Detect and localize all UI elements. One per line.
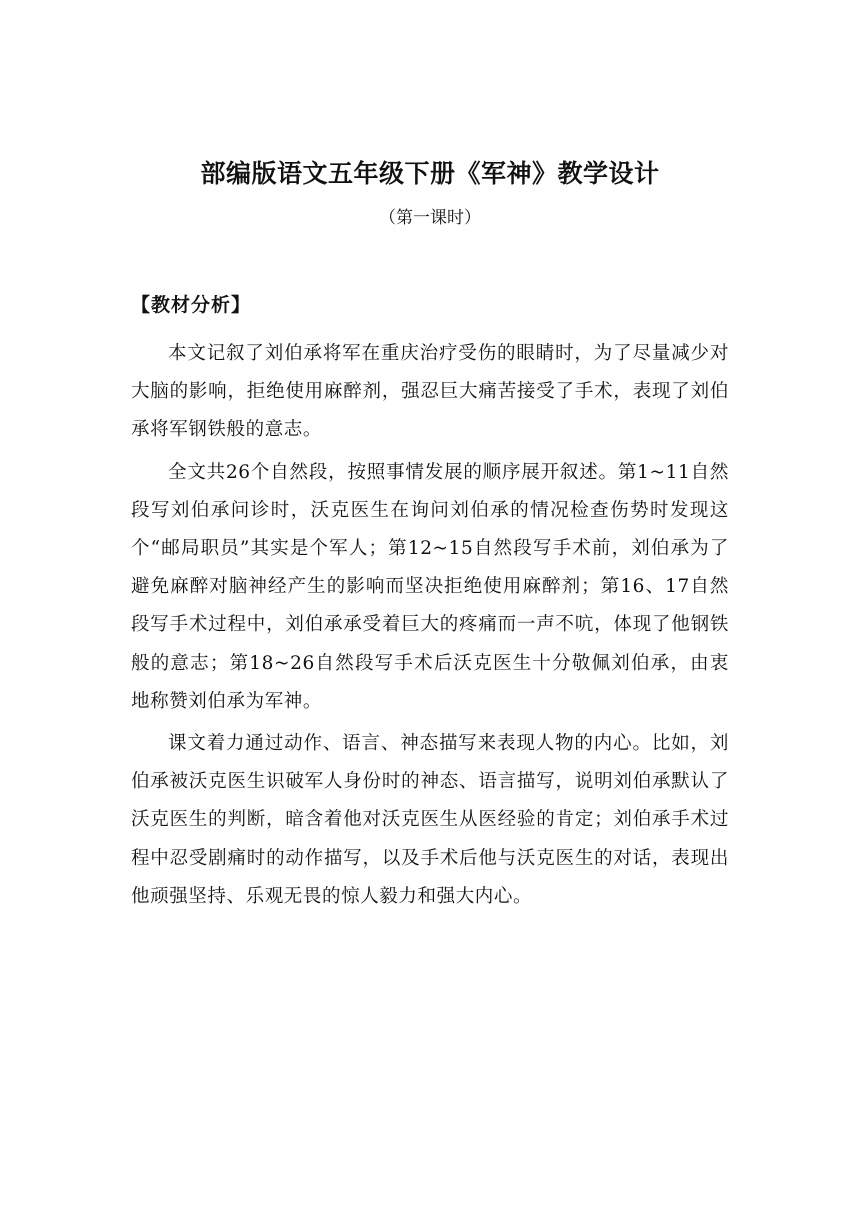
document-subtitle: （第一课时） [379, 208, 481, 228]
paragraph: 全文共26个自然段，按照事情发展的顺序展开叙述。第1~11自然段写刘伯承问诊时，沃克医生在询问刘伯承的情况检查伤势时发现这个“邮局职员”其实是个军人；第12~15自然段写手术前，刘伯承为了避免麻醉对脑神经产生的影响而坚决拒绝使用麻醉剂；第16、17自然段写手术过程中，刘伯承承受着巨大的疼痛而一声不吭，体现了他钢铁般的意志；第18~26自然段写手术后沃克医生十分敬佩刘伯承，由衷地称赞刘伯承为军神。 [131, 461, 729, 712]
document-title: 部编版语文五年级下册《军神》教学设计 [200, 159, 660, 188]
paragraph: 本文记叙了刘伯承将军在重庆治疗受伤的眼睛时，为了尽量减少对大脑的影响，拒绝使用麻醉剂，强忍巨大痛苦接受了手术，表现了刘伯承将军钢铁般的意志。 [131, 343, 729, 441]
section-heading: 【教材分析】 [131, 294, 252, 316]
paragraph: 课文着力通过动作、语言、神态描写来表现人物的内心。比如，刘伯承被沃克医生识破军人身份时的神态、语言描写，说明刘伯承默认了沃克医生的判断，暗含着他对沃克医生从医经验的肯定；刘伯承手术过程中忍受剧痛时的动作描写，以及手术后他与沃克医生的对话，表现出他顽强坚持、乐观无畏的惊人毅力和强大内心。 [131, 733, 729, 907]
section-body [131, 335, 729, 920]
